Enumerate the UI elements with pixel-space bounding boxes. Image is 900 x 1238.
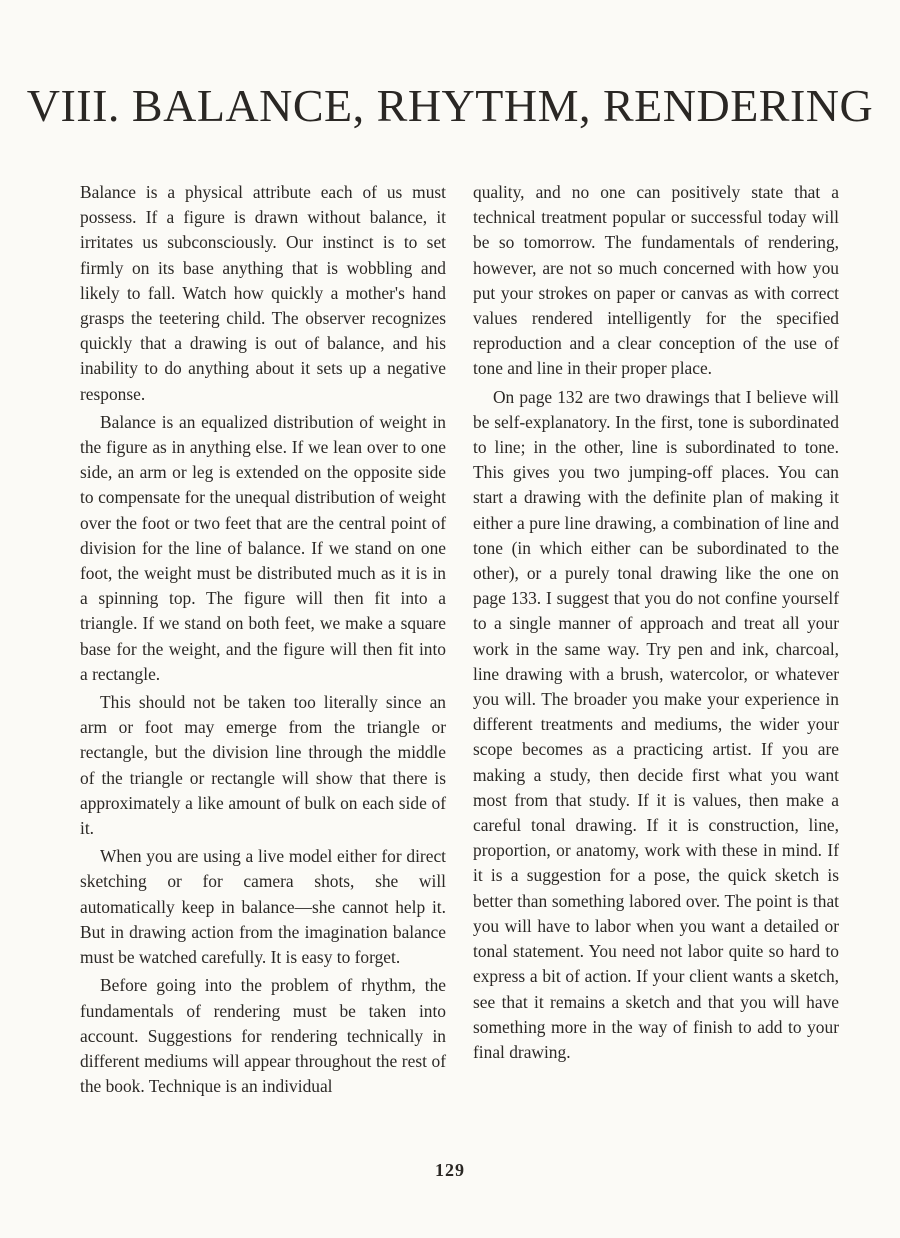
chapter-title: VIII. BALANCE, RHYTHM, RENDERING (26, 80, 874, 131)
paragraph: On page 132 are two drawings that I believe will be self-explanatory. In the first, tone is subordinated to line; in the other, line is subordinated to tone. This gives you two jumping-off places. You can start a drawing with the definite plan of making it either a pure line drawing, a combination of line and tone (in which either can be subordinated to the other), or a purely tonal drawing like the one on page 133. I suggest that you do not confine yourself to a single manner of approach and treat all your work in the same way. Try pen and ink, charcoal, line drawing with a brush, watercolor, or whatever you will. The broader you make your experience in different treatments and mediums, the wider your scope becomes as a practicing artist. If you are making a study, then decide first what you want most from that study. If it is values, then make a careful tonal drawing. If it is construction, line, proportion, or anatomy, work with these in mind. If it is a suggestion for a pose, the quick sketch is better than something labored over. The point is that you will have to labor when you want a detailed or tonal statement. You need not labor quite so hard to express a bit of action. If your client wants a sketch, see that it remains a sketch and that you will have something more in the way of finish to add to your final drawing. (473, 386, 839, 1062)
page-number: 129 (435, 1160, 465, 1180)
paragraph: When you are using a live model either for direct sketching or for camera shots, she will automatically keep in balance—she cannot help it. But in drawing action from the imagination balance must be watched carefully. It is easy to forget. (80, 846, 446, 968)
paragraph: Balance is a physical attribute each of us must possess. If a figure is drawn without balance, it irritates us subconsciously. Our instinct is to set firmly on its base anything that is wobbling and likely to fall. Watch how quickly a mother's hand grasps the teetering child. The observer recognizes quickly that a drawing is out of balance, and his inability to do anything about it sets up a negative response. (80, 182, 446, 404)
right-column (473, 180, 839, 1068)
paragraph: This should not be taken too literally since an arm or foot may emerge from the triangle or rectangle, but the division line through the middle of the triangle or rectangle will show that there is approximately a like amount of bulk on each side of it. (80, 692, 446, 839)
paragraph: quality, and no one can positively state that a technical treatment popular or successful today will be so tomorrow. The fundamentals of rendering, however, are not so much concerned with how you put your strokes on paper or canvas as with correct values rendered intelligently for the specified reproduction and a clear conception of the use of tone and line in their proper place. (473, 182, 839, 379)
paragraph: Before going into the problem of rhythm, the fundamentals of rendering must be taken into account. Suggestions for rendering technically in different mediums will appear throughout the rest of the book. Technique is an individual (80, 975, 446, 1097)
left-column (80, 180, 446, 1102)
paragraph: Balance is an equalized distribution of weight in the figure as in anything else. If we lean over to one side, an arm or leg is extended on the opposite side to compensate for the unequal distribution of weight over the foot or two feet that are the central point of division for the line of balance. If we stand on one foot, the weight must be distributed much as it is in a spinning top. The figure will then fit into a triangle. If we stand on both feet, we make a square base for the weight, and the figure will then fit into a rectangle. (80, 411, 446, 684)
